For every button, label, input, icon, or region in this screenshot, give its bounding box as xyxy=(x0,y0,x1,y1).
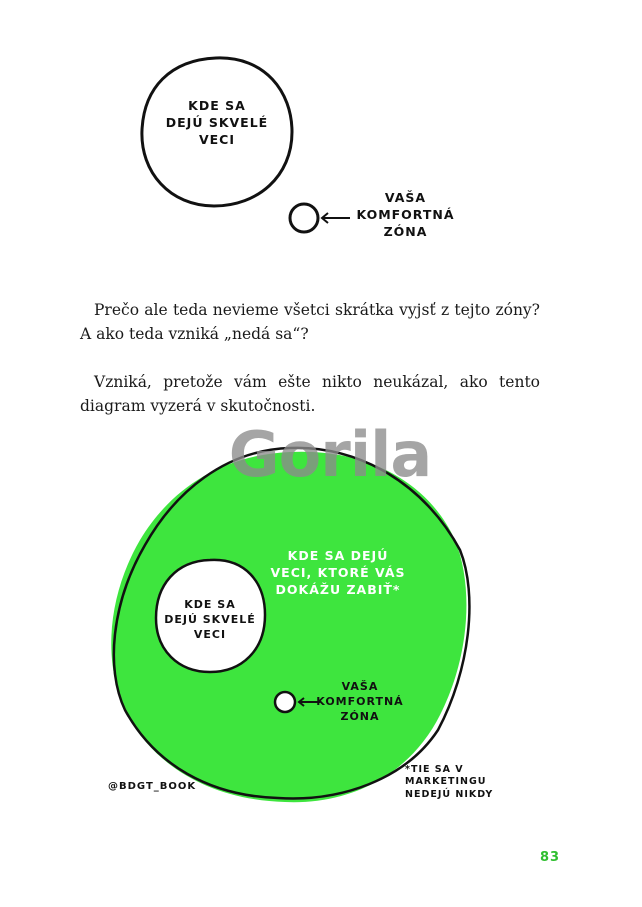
green-area-label-line: KDE SA DEJÚ xyxy=(287,548,389,563)
instagram-handle: @BDGT_BOOK xyxy=(108,781,197,792)
big-circle-label xyxy=(152,98,282,149)
big-circle-label-line: KDE SA xyxy=(188,98,246,113)
green-area-label-line: DOKÁŽU ZABIŤ* xyxy=(275,581,401,597)
bottom-comfort-label-line: VAŠA xyxy=(341,680,379,693)
bottom-comfort-label-line: ZÓNA xyxy=(340,709,380,723)
comfort-circle xyxy=(275,692,295,712)
paragraph-2 xyxy=(80,370,540,418)
bottom-comfort-label-line: KOMFORTNÁ xyxy=(316,694,404,708)
comfort-zone-label-line: VAŠA xyxy=(384,190,427,205)
paragraph-1-text: Prečo ale teda nevieme všetci skrátka vyjsť z tejto zóny? A ako teda vzniká „nedá sa“? xyxy=(80,301,540,343)
footnote-line: *TIE SA V xyxy=(405,764,464,775)
footnote xyxy=(405,764,515,801)
paragraph-2-text: Vzniká, pretože vám ešte nikto neukázal, ako tento diagram vyzerá v skutočnosti. xyxy=(80,373,540,415)
comfort-zone-label-line: KOMFORTNÁ xyxy=(356,206,455,222)
white-circle-label-line: DEJÚ SKVELÉ xyxy=(164,612,256,626)
comfort-zone-label xyxy=(348,190,463,241)
footnote-line: NEDEJÚ NIKDY xyxy=(405,788,494,800)
comfort-zone-label-line: ZÓNA xyxy=(383,223,428,239)
watermark: Gorila xyxy=(228,418,432,491)
small-circle-outline xyxy=(290,204,318,232)
footnote-line: MARKETINGU xyxy=(405,776,487,788)
green-area-label-line: VECI, KTORÉ VÁS xyxy=(270,564,406,580)
top-diagram xyxy=(0,0,642,260)
green-area-label xyxy=(268,548,408,599)
big-circle-label-line: VECI xyxy=(198,131,236,147)
white-circle-label-line: VECI xyxy=(193,627,227,641)
white-circle-label-line: KDE SA xyxy=(184,598,236,611)
page-number: 83 xyxy=(540,850,561,865)
paragraph-1 xyxy=(80,298,540,346)
bottom-comfort-label xyxy=(310,680,410,725)
arrow-icon xyxy=(322,213,350,223)
big-circle-label-line: DEJÚ SKVELÉ xyxy=(165,114,269,130)
white-circle-label xyxy=(160,598,260,643)
